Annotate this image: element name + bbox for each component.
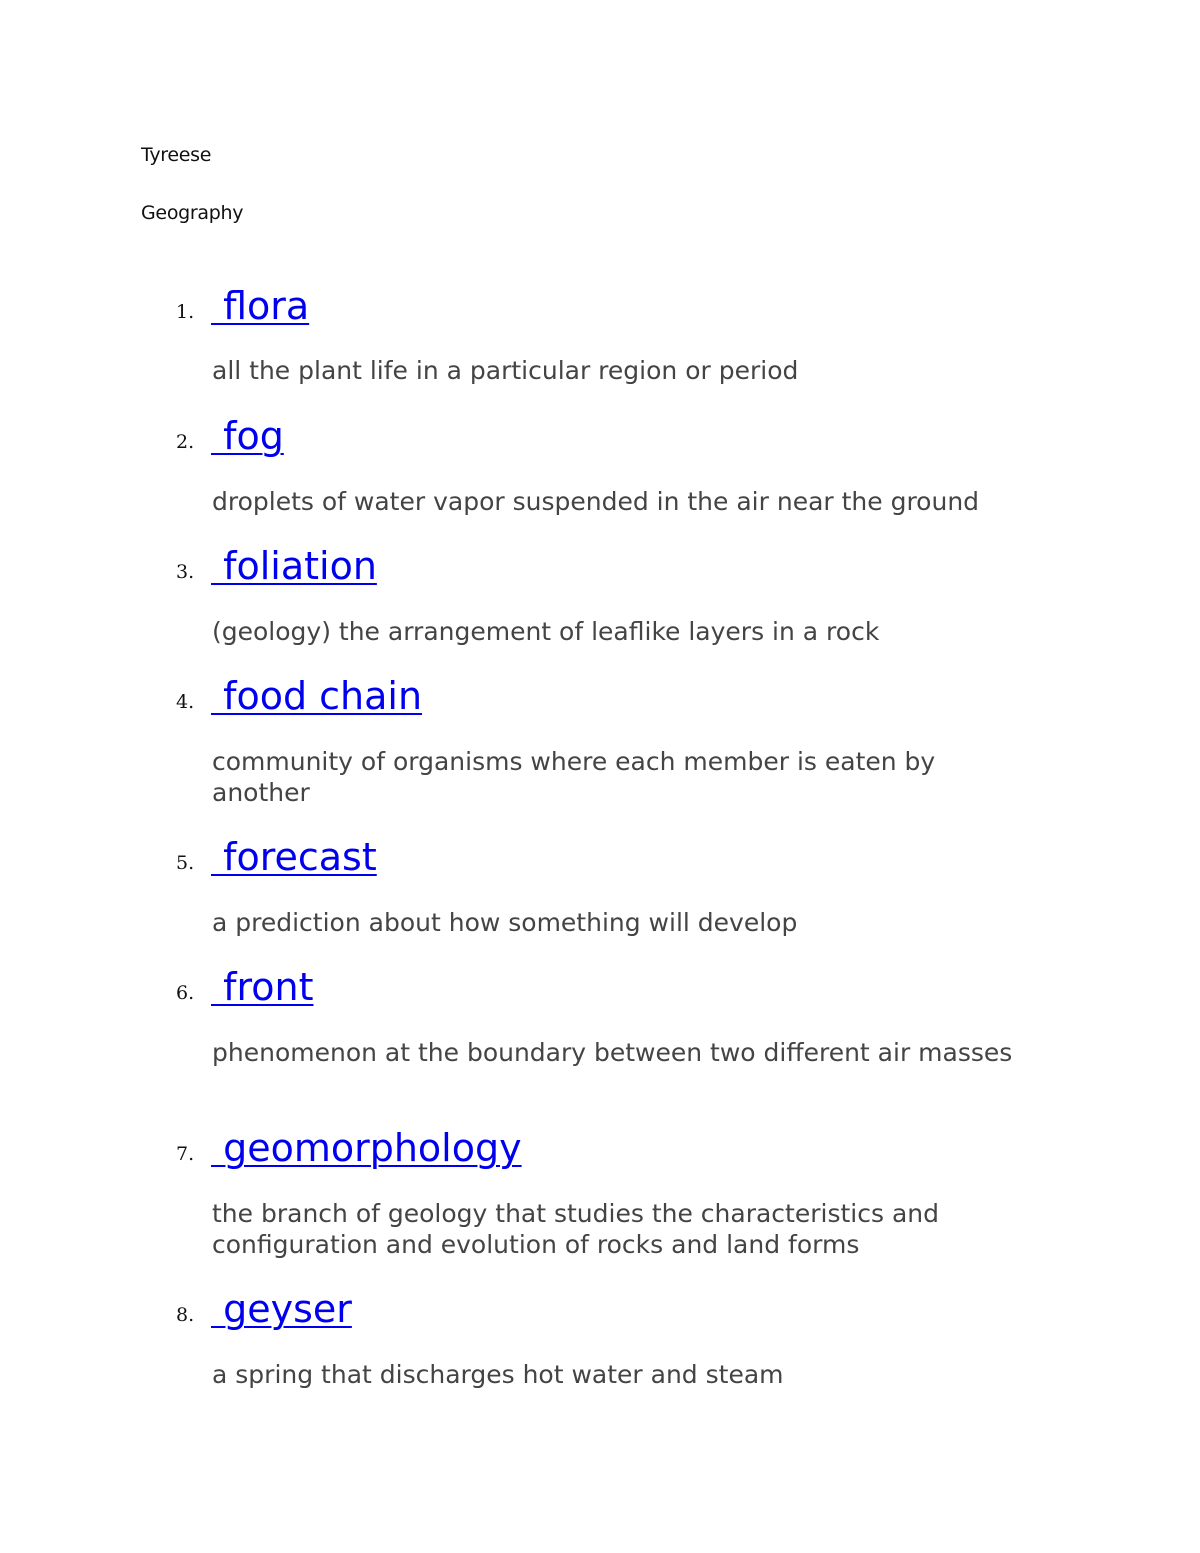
term-link[interactable]: front bbox=[211, 965, 314, 1009]
item-number: 8. bbox=[176, 1304, 195, 1326]
item-number: 3. bbox=[176, 561, 195, 583]
term-definition: community of organisms where each member is eaten by another bbox=[212, 747, 936, 807]
term-definition: droplets of water vapor suspended in the air near the ground bbox=[212, 487, 980, 516]
item-number: 6. bbox=[176, 982, 195, 1004]
term-link[interactable]: geyser bbox=[211, 1287, 352, 1331]
term-definition: a spring that discharges hot water and steam bbox=[212, 1360, 784, 1389]
item-number: 4. bbox=[176, 691, 195, 713]
term-definition: the branch of geology that studies the characteristics and configuration and evolution of rocks and land forms bbox=[212, 1199, 939, 1259]
term-link[interactable]: geomorphology bbox=[211, 1126, 522, 1170]
term-link[interactable]: fog bbox=[211, 414, 284, 458]
term-link[interactable]: forecast bbox=[211, 835, 377, 879]
item-number: 1. bbox=[176, 301, 195, 323]
item-number: 7. bbox=[176, 1143, 195, 1165]
term-definition: phenomenon at the boundary between two different air masses bbox=[212, 1038, 1013, 1067]
term-definition: all the plant life in a particular region or period bbox=[212, 356, 799, 385]
term-definition: a prediction about how something will develop bbox=[212, 908, 798, 937]
term-link[interactable]: flora bbox=[211, 284, 310, 328]
term-link[interactable]: foliation bbox=[211, 544, 377, 588]
subject-title: Geography bbox=[141, 202, 244, 224]
term-definition: (geology) the arrangement of leaflike layers in a rock bbox=[212, 617, 880, 646]
author-name: Tyreese bbox=[141, 144, 212, 166]
item-number: 2. bbox=[176, 431, 195, 453]
term-link[interactable]: food chain bbox=[211, 674, 423, 718]
item-number: 5. bbox=[176, 852, 195, 874]
